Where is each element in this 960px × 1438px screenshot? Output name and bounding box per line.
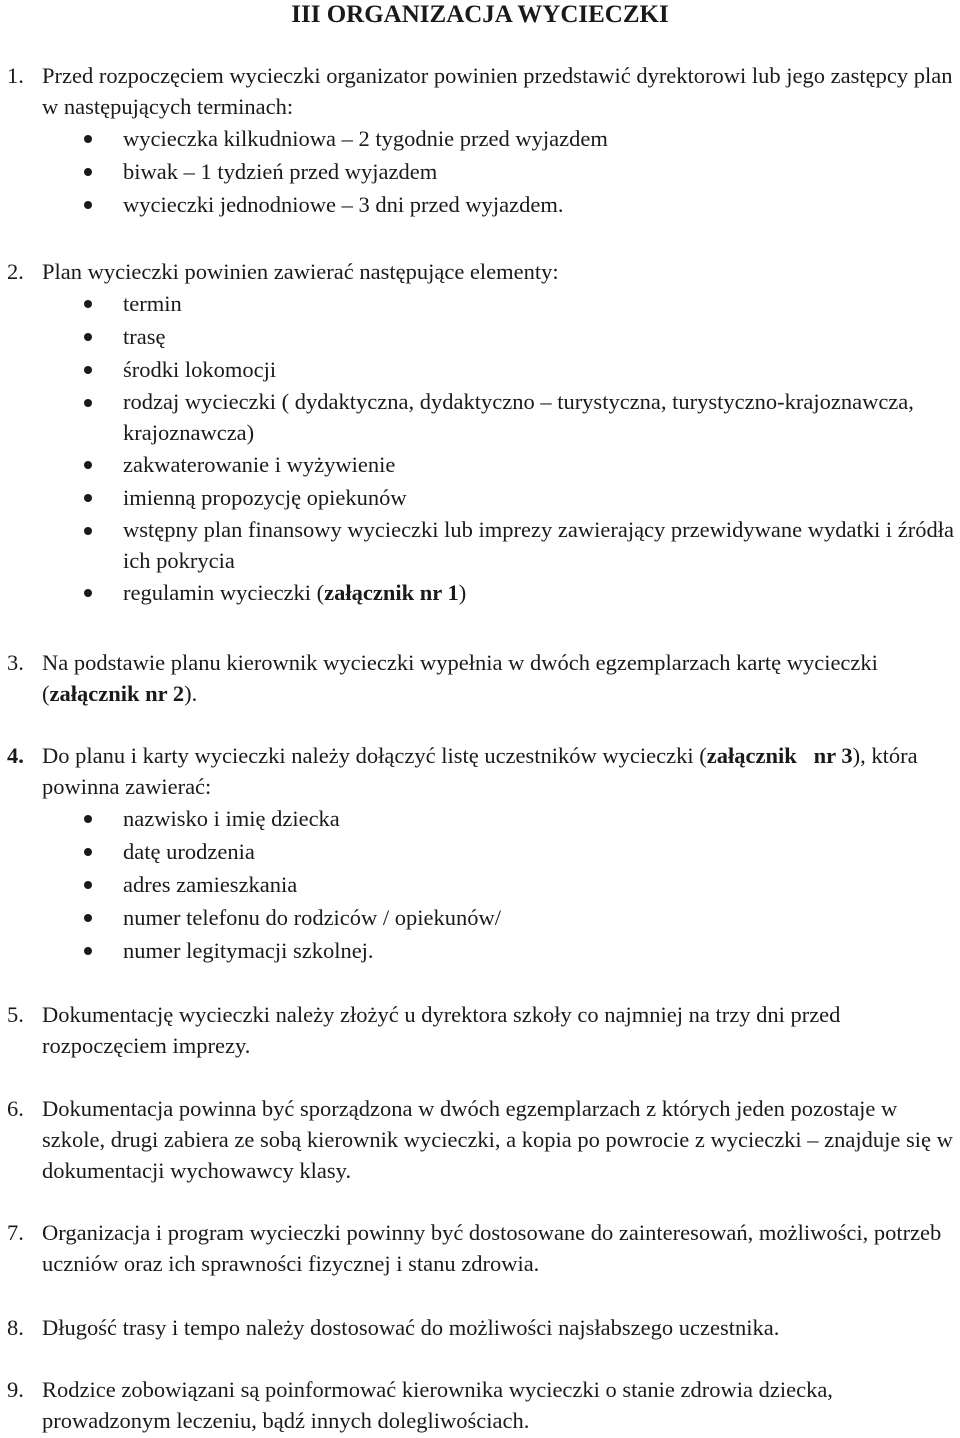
bullet-icon bbox=[84, 848, 92, 856]
list-item: trasę bbox=[0, 320, 960, 353]
bullet-list bbox=[0, 122, 960, 221]
bullet-icon bbox=[84, 366, 92, 374]
page-title: III ORGANIZACJA WYCIECZKI bbox=[291, 1, 669, 28]
list-item: rodzaj wycieczki ( dydaktyczna, dydaktyczno – turystyczna, turystyczno-krajoznawcza, krajoznawcza) bbox=[0, 386, 960, 448]
item-number: 7. bbox=[7, 1220, 24, 1245]
item-text: Przed rozpoczęciem wycieczki organizator powinien przedstawić dyrektorowi lub jego zastępcy plan w następujących terminach: bbox=[42, 63, 953, 119]
section-item-9 bbox=[0, 1374, 960, 1436]
list-item: środki lokomocji bbox=[0, 353, 960, 386]
section-item-5 bbox=[0, 999, 960, 1061]
list-item: zakwaterowanie i wyżywienie bbox=[0, 448, 960, 481]
bullet-icon bbox=[84, 494, 92, 502]
item-number: 6. bbox=[7, 1096, 24, 1121]
list-item: datę urodzenia bbox=[0, 835, 960, 868]
item-text: Na podstawie planu kierownik wycieczki wypełnia w dwóch egzemplarzach kartę wycieczki (załącznik nr 2). bbox=[42, 650, 878, 706]
item-text: Dokumentacja powinna być sporządzona w dwóch egzemplarzach z których jeden pozostaje w szkole, drugi zabiera ze sobą kierownik wycieczki, a kopia po powrocie z wycieczki – znajduje się w dokumentacji wychowawcy klasy. bbox=[42, 1096, 953, 1183]
bullet-icon bbox=[84, 947, 92, 955]
item-number: 2. bbox=[7, 259, 24, 284]
bullet-icon bbox=[84, 135, 92, 143]
item-text: Długość trasy i tempo należy dostosować do możliwości najsłabszego uczestnika. bbox=[42, 1315, 780, 1340]
list-item: regulamin wycieczki (załącznik nr 1) bbox=[0, 576, 960, 609]
item-number: 8. bbox=[7, 1315, 24, 1340]
item-number: 5. bbox=[7, 1002, 24, 1027]
list-item: adres zamieszkania bbox=[0, 868, 960, 901]
section-item-8 bbox=[0, 1312, 960, 1343]
section-item-1 bbox=[0, 60, 960, 221]
item-number: 4. bbox=[7, 743, 24, 768]
bullet-icon bbox=[84, 815, 92, 823]
bullet-icon bbox=[84, 168, 92, 176]
bullet-icon bbox=[84, 201, 92, 209]
list-item: wycieczka kilkudniowa – 2 tygodnie przed wyjazdem bbox=[0, 122, 960, 155]
list-item: imienną propozycję opiekunów bbox=[0, 481, 960, 514]
bullet-icon bbox=[84, 399, 92, 407]
item-text: Organizacja i program wycieczki powinny być dostosowane do zainteresowań, możliwości, potrzeb uczniów oraz ich sprawności fizycznej i stanu zdrowia. bbox=[42, 1220, 942, 1276]
list-item: termin bbox=[0, 287, 960, 320]
list-item: wstępny plan finansowy wycieczki lub imprezy zawierający przewidywane wydatki i źródła ich pokrycia bbox=[0, 514, 960, 576]
list-item: numer telefonu do rodziców / opiekunów/ bbox=[0, 901, 960, 934]
list-item: biwak – 1 tydzień przed wyjazdem bbox=[0, 155, 960, 188]
attachment-reference: załącznik nr 1 bbox=[324, 580, 459, 605]
bullet-icon bbox=[84, 881, 92, 889]
item-text: Rodzice zobowiązani są poinformować kierownika wycieczki o stanie zdrowia dziecka, prowadzonym leczeniu, bądź innych dolegliwościach. bbox=[42, 1377, 833, 1433]
item-number: 9. bbox=[7, 1377, 24, 1402]
bullet-icon bbox=[84, 300, 92, 308]
attachment-reference: załącznik nr 2 bbox=[49, 681, 185, 706]
bullet-icon bbox=[84, 461, 92, 469]
item-number: 1. bbox=[7, 63, 24, 88]
bullet-icon bbox=[84, 527, 92, 535]
bullet-icon bbox=[84, 333, 92, 341]
list-item: wycieczki jednodniowe – 3 dni przed wyjazdem. bbox=[0, 188, 960, 221]
section-item-6 bbox=[0, 1093, 960, 1186]
section-item-7 bbox=[0, 1217, 960, 1279]
section-item-2 bbox=[0, 256, 960, 609]
item-text: Dokumentację wycieczki należy złożyć u dyrektora szkoły co najmniej na trzy dni przed rozpoczęciem imprezy. bbox=[42, 1002, 841, 1058]
list-item: nazwisko i imię dziecka bbox=[0, 802, 960, 835]
bullet-list bbox=[0, 287, 960, 609]
section-item-4 bbox=[0, 740, 960, 967]
attachment-reference: załącznik nr 3 bbox=[706, 743, 853, 768]
bullet-icon bbox=[84, 914, 92, 922]
list-item: numer legitymacji szkolnej. bbox=[0, 934, 960, 967]
bullet-icon bbox=[84, 589, 92, 597]
item-text: Plan wycieczki powinien zawierać następujące elementy: bbox=[42, 259, 559, 284]
item-text: Do planu i karty wycieczki należy dołączyć listę uczestników wycieczki (załącznik nr 3), która powinna zawierać: bbox=[42, 743, 918, 799]
bullet-list bbox=[0, 802, 960, 967]
section-item-3 bbox=[0, 647, 960, 709]
item-number: 3. bbox=[7, 650, 24, 675]
